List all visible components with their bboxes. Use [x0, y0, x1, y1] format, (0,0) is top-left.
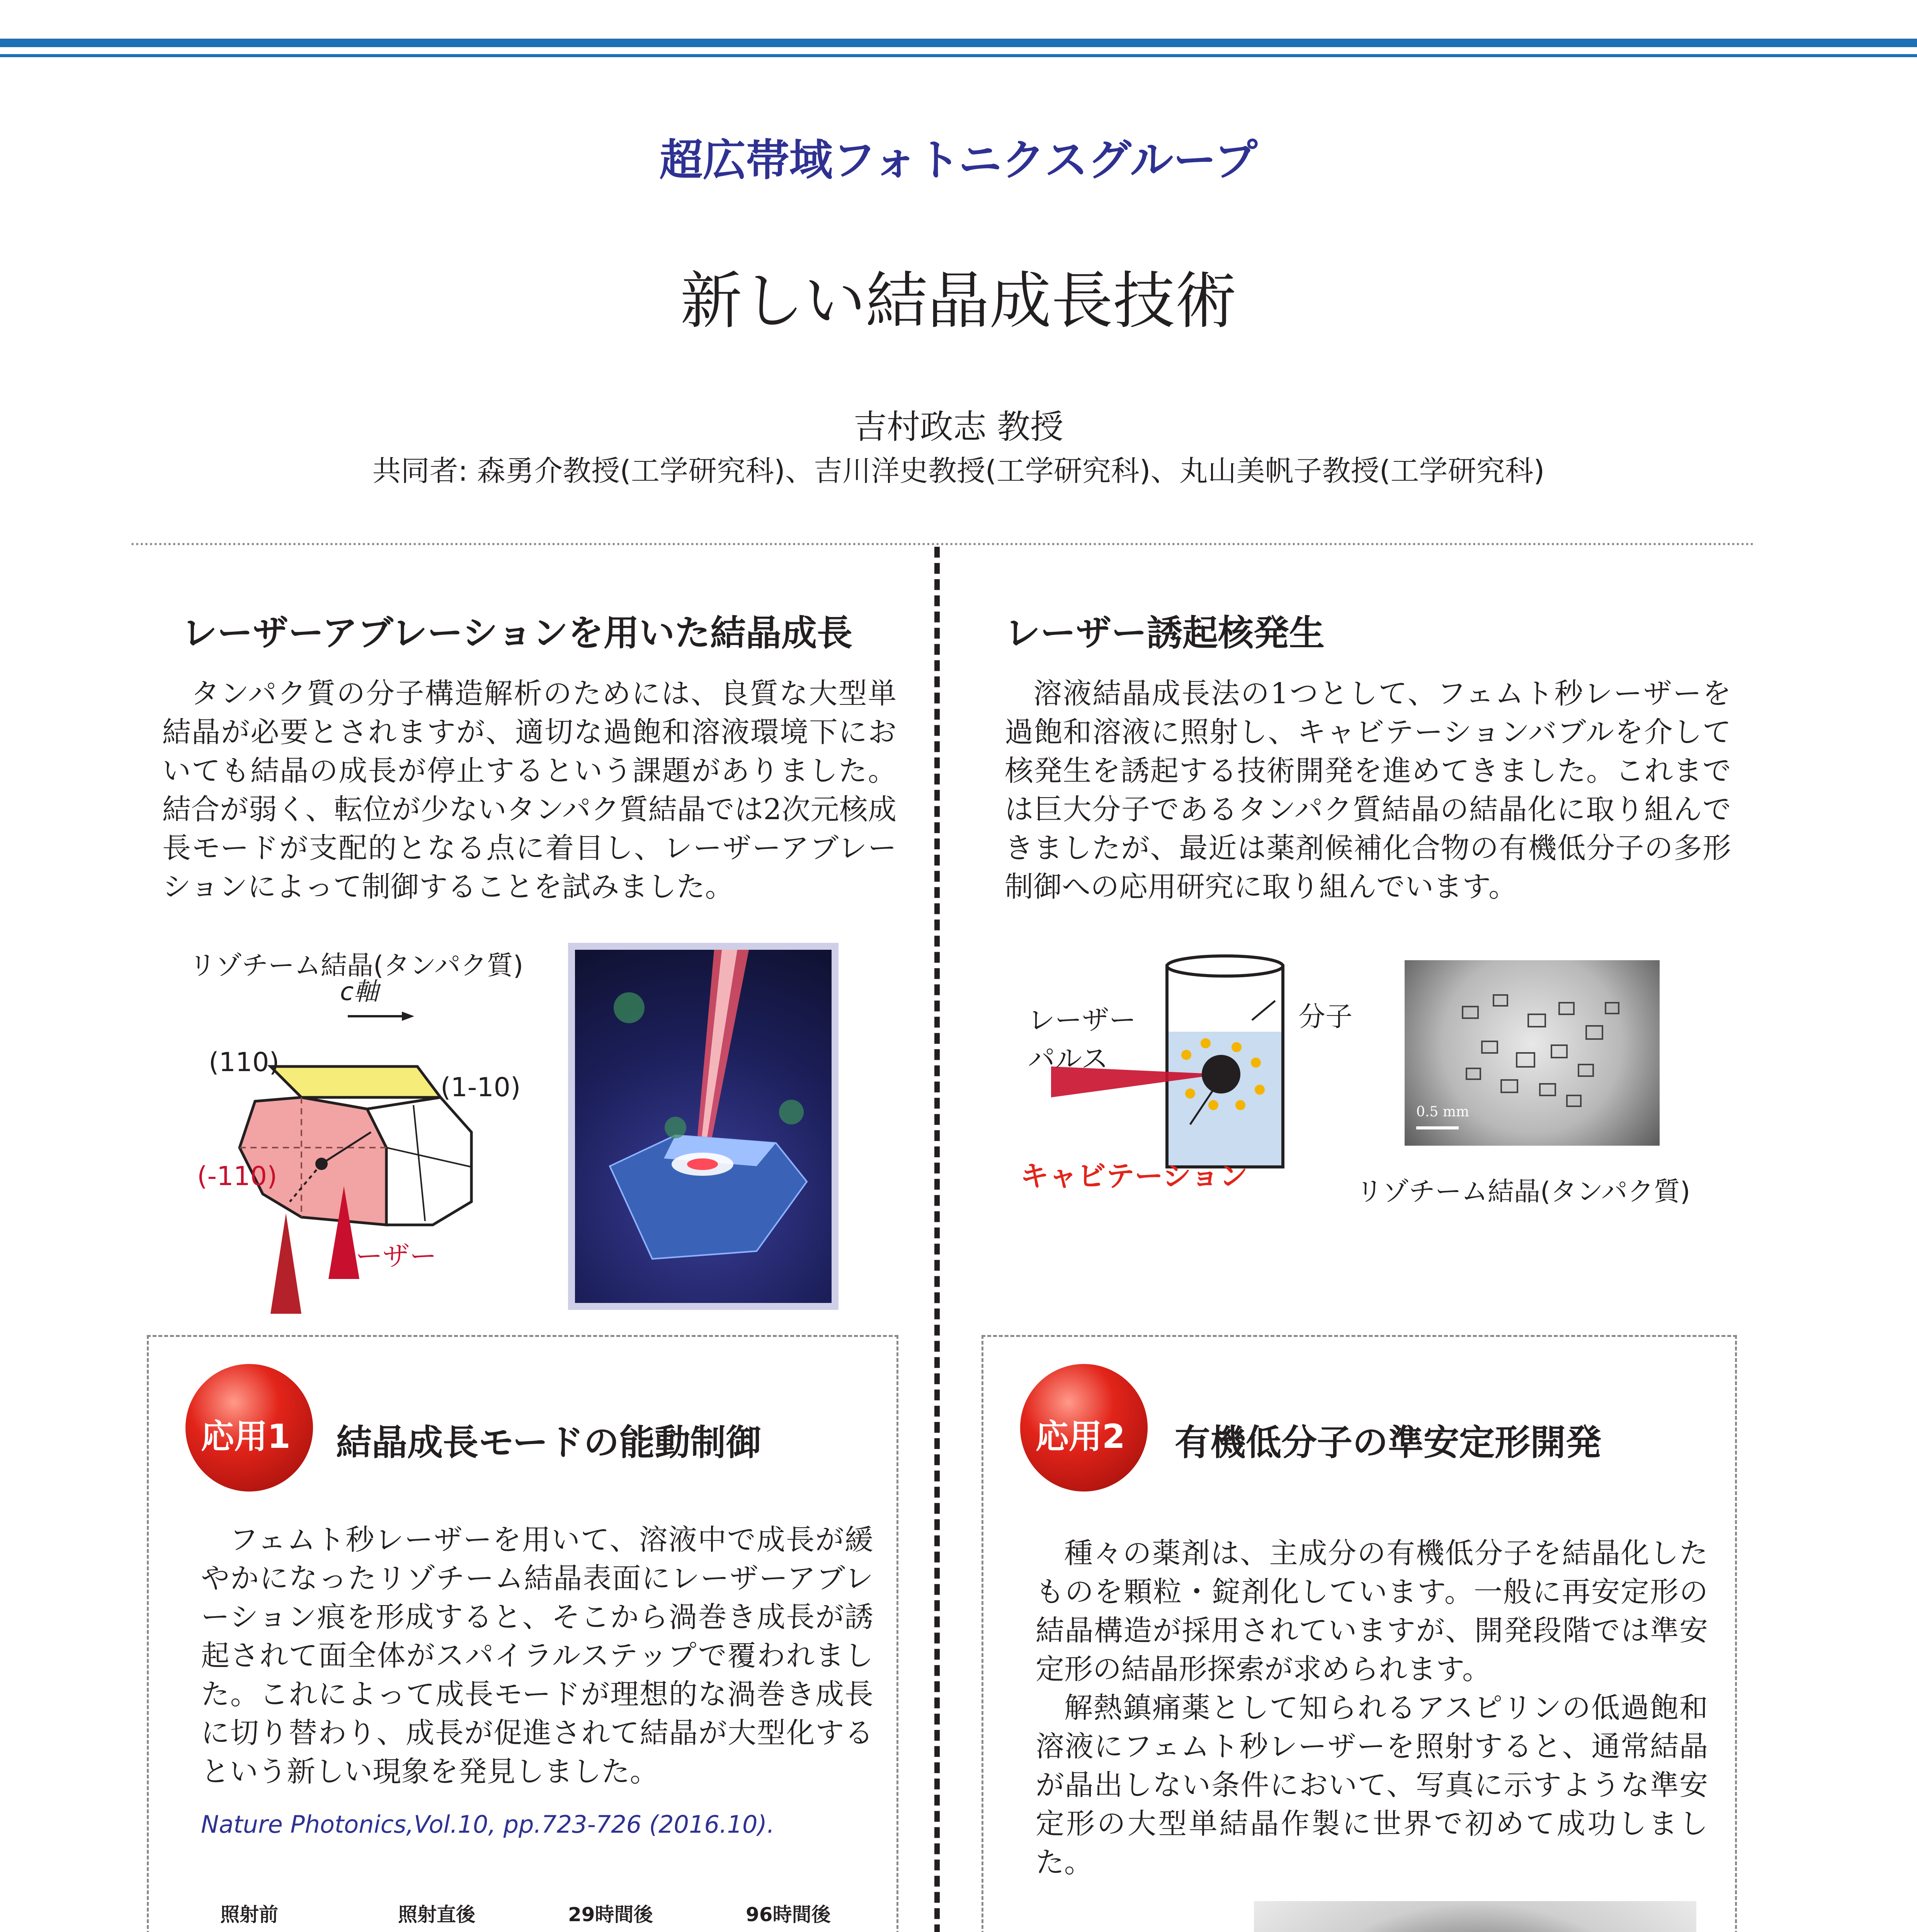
section-text-laser-nucleation [1005, 674, 1731, 906]
panel-label-29h: 29時間後 [568, 1903, 653, 1926]
top-rule-thick [0, 39, 1917, 47]
badge-label: 応用1 [201, 1417, 291, 1456]
face-label-110: (110) [209, 1047, 279, 1078]
section-title-laser-nucleation: レーザー誘起核発生 [1005, 612, 1325, 654]
paragraph: 溶液結晶成長法の1つとして、フェムト秒レーザーを過飽和溶液に照射し、キャビテーションバブルを介して核発生を誘起する技術開発を進めてきました。これまでは巨大分子であるタンパク質結晶の結晶化に取り組んできましたが、最近は薬剤候補化合物の有機低分子の多形制御への応用研究に取り組んでいます。 [1005, 677, 1731, 903]
page-title: 新しい結晶成長技術 [680, 265, 1237, 337]
lysozyme-photo [1405, 960, 1660, 1146]
panel-label-before: 照射前 [220, 1903, 278, 1926]
panel-label-96h: 96時間後 [746, 1903, 831, 1926]
header-divider [131, 543, 1754, 545]
application-2-text [1036, 1534, 1708, 1882]
molecule-label: 分子 [1298, 1001, 1352, 1032]
laser-pulse-line2: パルス [1028, 1043, 1108, 1075]
application-2-badge [1020, 1364, 1148, 1492]
author: 吉村政志 教授 [853, 408, 1064, 446]
paragraph: フェムト秒レーザーを用いて、溶液中で成長が緩やかになったリゾチーム結晶表面にレーザーアブレーション痕を形成すると、そこから渦巻き成長が誘起されて面全体がスパイラルステップで覆われました。これによって成長モードが理想的な渦巻き成長に切り替わり、成長が促進されて結晶が大型化するという新しい現象を発見しました。 [201, 1523, 873, 1788]
laser-ablation-illustration [568, 943, 839, 1310]
face-label-minus110: (-110) [197, 1161, 277, 1192]
crystal-render [575, 950, 832, 1303]
cavitation-label: キャビテーション [1020, 1160, 1248, 1193]
reference-citation: Nature Photonics,Vol.10, pp.723-726 (2016.10). [201, 1810, 775, 1838]
section-title-laser-ablation: レーザーアブレーションを用いた結晶成長 [182, 612, 853, 654]
paragraph: タンパク質の分子構造解析のためには、良質な大型単結晶が必要とされますが、適切な過飽和溶液環境下においても結晶の成長が停止するという課題がありました。結合が弱く、転位が少ないタンパク質結晶では2次元核成長モードが支配的となる点に着目し、レーザーアブレーションによって制御することを試みました。 [162, 677, 896, 903]
laser-pulse-label [1028, 1001, 1136, 1078]
column-divider [934, 547, 940, 1932]
laser-label: レーザー [328, 1240, 437, 1272]
application-2-title: 有機低分子の準安定形開発 [1175, 1422, 1602, 1463]
top-rule-thin [0, 54, 1917, 57]
application-1-title: 結晶成長モードの能動制御 [336, 1422, 762, 1463]
badge-label: 応用2 [1036, 1417, 1125, 1456]
photo-caption-lysozyme: リゾチーム結晶(タンパク質) [1356, 1177, 1691, 1207]
section-text-laser-ablation [162, 674, 896, 906]
panel-labels [166, 1899, 877, 1926]
c-axis-label: c軸 [340, 978, 379, 1006]
photo-scale-label: 0.5 mm [1416, 1104, 1469, 1120]
paragraph-1: 種々の薬剤は、主成分の有機低分子を結晶化したものを顆粒・錠剤化しています。一般に再安定形の結晶構造が採用されていますが、開発段階では準安定形の結晶形探索が求められます。 [1036, 1537, 1708, 1686]
figure-caption-lysozyme: リゾチーム結晶(タンパク質) [189, 951, 524, 981]
coauthors: 共同者: 森勇介教授(工学研究科)、吉川洋史教授(工学研究科)、丸山美帆子教授(工学研究科) [372, 454, 1545, 488]
application-1-badge [185, 1364, 313, 1492]
panel-label-immediately: 照射直後 [398, 1903, 475, 1926]
application-1-text [201, 1520, 873, 1791]
group-name: 超広帯域フォトニクスグループ [659, 135, 1258, 185]
paragraph-2: 解熱鎮痛薬として知られるアスピリンの低過飽和溶液にフェムト秒レーザーを照射すると、通常結晶が晶出しない条件において、写真に示すような準安定形の大型単結晶作製に世界で初めて成功しました。 [1036, 1691, 1708, 1879]
face-label-1-10: (1-10) [441, 1072, 521, 1103]
aspirin-crystal-photo [1254, 1901, 1696, 1932]
laser-pulse-line1: レーザー [1028, 1004, 1136, 1036]
